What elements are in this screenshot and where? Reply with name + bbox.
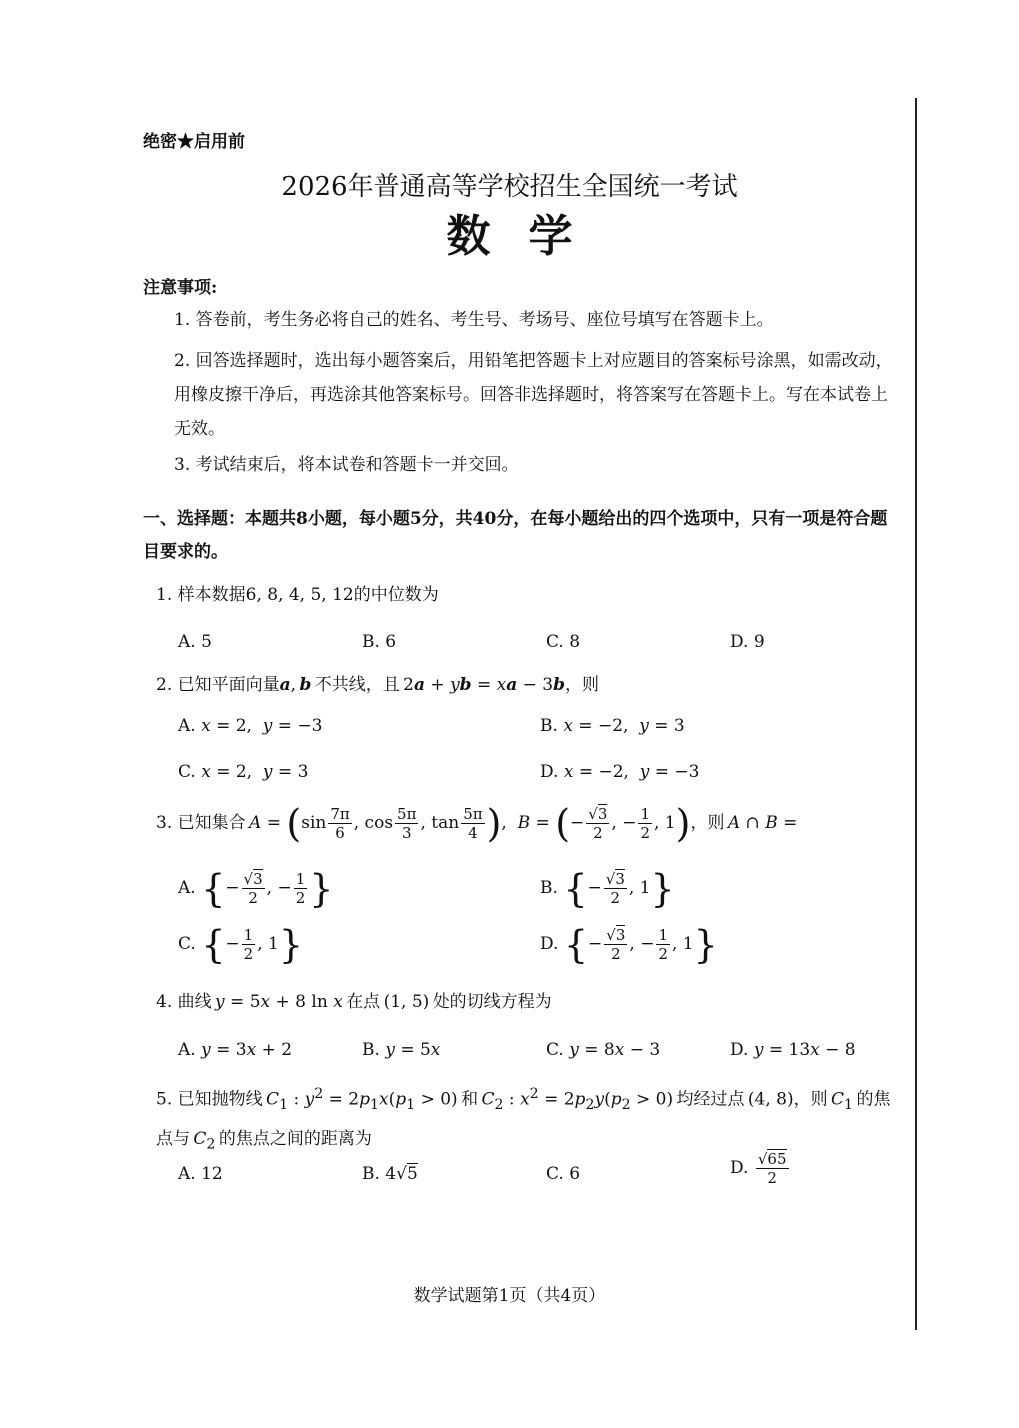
q2-option-c: C. x = 2, y = 3 xyxy=(178,762,309,782)
q3-option-a: A. {− $\frac{√3}{2}$ , − $\frac{1}{2}$ } xyxy=(178,866,334,911)
question-5-stem: 5. 已知抛物线 $C_1$ : $y^2 = 2p_1x(p_1 > 0)$ 和 $C_2$ : $x^2 = 2p_2y(p_2 > 0)$ 均经过点 (4, 8)，则 $C_1$ 的焦点与 $C_2$ 的焦点之间的距离为 xyxy=(156,1086,891,1153)
q4-number: 4. xyxy=(156,992,173,1012)
q2-text-3: ，则 xyxy=(565,675,599,695)
q3-option-d: D. {− $\frac{√3}{2}$ , − $\frac{1}{2}$ , 1} xyxy=(540,922,718,967)
q3-text-2: ，则 xyxy=(690,813,725,833)
q3-option-c: C. {− $\frac{1}{2}$ , 1} xyxy=(178,922,304,967)
q5-text-3: 均经过点 xyxy=(676,1089,745,1110)
note-item-3: 3. 考试结束后，将本试卷和答题卡一并交回。 xyxy=(174,455,519,475)
q2-option-d: D. x = −2, y = −3 xyxy=(540,762,700,782)
q5-option-c: C. 6 xyxy=(546,1164,581,1184)
q4-text-3: 处的切线方程为 xyxy=(432,992,552,1012)
q4-option-d: D. y = 13x − 8 xyxy=(730,1040,856,1060)
q3-text-1: 已知集合 xyxy=(177,813,246,833)
q5-option-d: D. $\frac{√65}{2}$ xyxy=(730,1150,787,1187)
q5-text-2: 和 xyxy=(461,1089,479,1110)
q5-number: 5. xyxy=(156,1089,173,1110)
question-2-stem: 2. 已知平面向量a, b 不共线，且 2a + yb = xa − 3b，则 xyxy=(156,675,599,695)
exam-title: 2026年普通高等学校招生全国统一考试 xyxy=(281,172,738,202)
q1-option-c: C. 8 xyxy=(546,632,581,652)
q3-option-b: B. {− $\frac{√3}{2}$ , 1} xyxy=(540,866,675,911)
note-item-1: 1. 答卷前，考生务必将自己的姓名、考生号、考场号、座位号填写在答题卡上。 xyxy=(174,310,774,330)
q5-option-a: A. 12 xyxy=(178,1164,223,1184)
q4-text-1: 曲线 xyxy=(177,992,212,1012)
q2-option-b: B. x = −2, y = 3 xyxy=(540,716,685,736)
notes-title: 注意事项: xyxy=(143,278,218,298)
q1-option-d: D. 9 xyxy=(730,632,765,652)
q2-text-2: 不共线，且 xyxy=(314,675,400,695)
question-4-stem: 4. 曲线 y = 5x + 8 ln x 在点 (1, 5) 处的切线方程为 xyxy=(156,992,552,1012)
note-item-2 xyxy=(174,344,896,446)
page-footer: 数学试题第1页（共4页） xyxy=(413,1286,606,1306)
subject-title: 数学 xyxy=(446,211,611,262)
note-item-2-text: 2. 回答选择题时，选出每小题答案后，用铅笔把答题卡上对应题目的答案标号涂黑，如需改动，用橡皮擦干净后，再选涂其他答案标号。回答非选择题时，将答案写在答题卡上。写在本试卷上无效。 xyxy=(174,351,893,439)
question-3-stem: 3. 已知集合 A = (sin $\frac{7\pi}{6}$ , cos $\frac{5\pi}{3}$ , tan $\frac{5\pi}{4}$ ), B = (− $\frac{√3}{2}$ , − $\frac{1}{2}$ , 1)，则 A ∩ B = xyxy=(156,801,798,846)
q4-option-c: C. y = 8x − 3 xyxy=(546,1040,661,1060)
q3-number: 3. xyxy=(156,813,173,833)
q4-text-2: 在点 xyxy=(346,992,381,1012)
question-1-stem: 1. 样本数据6, 8, 4, 5, 12的中位数为 xyxy=(156,585,439,605)
section-heading: 一、选择题：本题共8小题，每小题5分，共40分，在每小题给出的四个选项中，只有一项是符合题目要求的。 xyxy=(143,509,888,562)
binding-line xyxy=(915,98,917,1330)
q4-option-a: A. y = 3x + 2 xyxy=(178,1040,293,1060)
q4-option-b: B. y = 5x xyxy=(362,1040,441,1060)
q5-option-b: B. 4√5 xyxy=(362,1164,418,1184)
q1-option-b: B. 6 xyxy=(362,632,397,652)
confidential-label: 绝密★启用前 xyxy=(143,132,245,152)
q1-option-a: A. 5 xyxy=(178,632,212,652)
q2-number: 2. xyxy=(156,675,173,695)
q2-option-a: A. x = 2, y = −3 xyxy=(178,716,323,736)
q2-text-1: 已知平面向量 xyxy=(177,675,280,695)
q5-text-4: ，则 xyxy=(793,1089,828,1110)
q5-text-5: 的焦点与 xyxy=(156,1089,891,1150)
q5-text-1: 已知抛物线 xyxy=(177,1089,263,1110)
q5-text-6: 的焦点之间的距离为 xyxy=(218,1129,372,1150)
